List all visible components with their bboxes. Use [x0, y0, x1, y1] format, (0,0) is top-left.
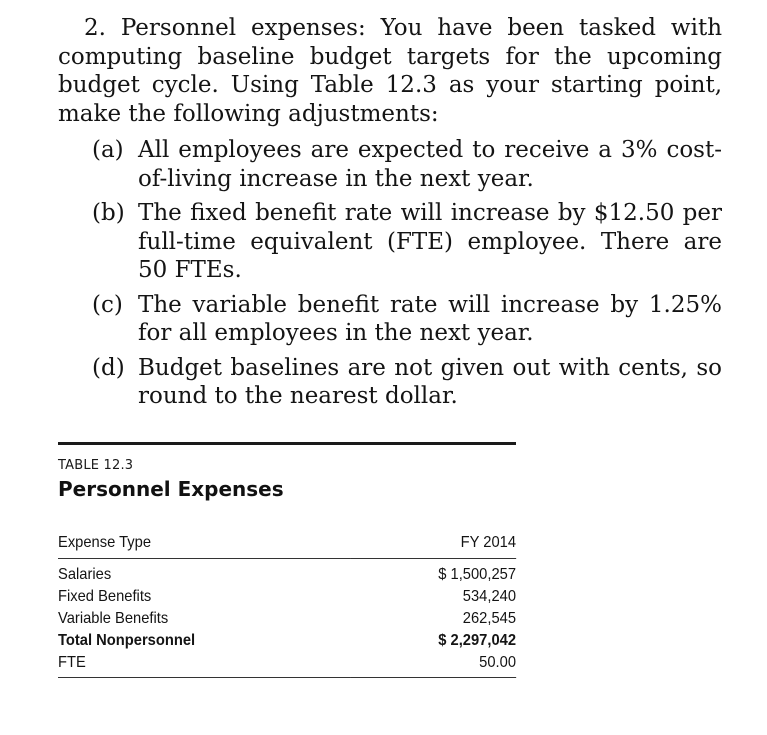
- item-label: (b): [92, 200, 125, 226]
- column-header-fy-2014: FY 2014: [350, 534, 516, 559]
- list-item: [92, 136, 722, 193]
- expense-table: [58, 534, 516, 678]
- table-row: [58, 652, 516, 678]
- item-text: All employees are expected to receive a 3% cost-of-living increase in the next year.: [138, 137, 722, 192]
- row-value: 262,545: [462, 610, 517, 627]
- row-label: FTE: [58, 652, 350, 678]
- adjustment-list: [58, 136, 722, 411]
- table-header-row: [58, 534, 516, 559]
- column-header-expense-type: Expense Type: [58, 534, 350, 559]
- table-row-total: [58, 630, 516, 652]
- item-text: The variable benefit rate will increase by 1.25% for all employees in the next year.: [138, 291, 722, 346]
- item-text: The fixed benefit rate will increase by $12.50 per full-time equivalent (FTE) employee. There are 50 FTEs.: [138, 200, 722, 283]
- list-item: [92, 199, 722, 285]
- item-text: Budget baselines are not given out with cents, so round to the nearest dollar.: [138, 354, 722, 409]
- row-value: 50.00: [350, 652, 516, 678]
- row-value: $ 1,500,257: [438, 566, 517, 583]
- table-row: [58, 586, 516, 608]
- problem-intro-text: Personnel expenses: You have been tasked with computing baseline budget targets for the upcoming budget cycle. Using Table 12.3 as your starting point, make the following adjustments:: [58, 15, 723, 127]
- row-label: Variable Benefits: [58, 610, 169, 627]
- item-label: (a): [92, 137, 124, 163]
- problem-statement: [58, 14, 722, 417]
- row-label: Salaries: [58, 566, 112, 583]
- row-value: 534,240: [462, 588, 517, 605]
- problem-number: 2.: [84, 15, 106, 41]
- row-label: Total Nonpersonnel: [58, 632, 196, 649]
- row-label: Fixed Benefits: [58, 588, 152, 605]
- table-row: [58, 559, 516, 587]
- item-label: (c): [92, 291, 123, 318]
- problem-intro: [58, 14, 722, 128]
- table-title: Personnel Expenses: [58, 477, 284, 501]
- table-12-3: [58, 442, 516, 678]
- list-item: [92, 291, 722, 348]
- list-item: [92, 354, 722, 411]
- table-row: [58, 608, 516, 630]
- row-value: $ 2,297,042: [438, 632, 517, 649]
- item-label: (d): [92, 354, 125, 381]
- table-caption: TABLE 12.3: [58, 458, 134, 473]
